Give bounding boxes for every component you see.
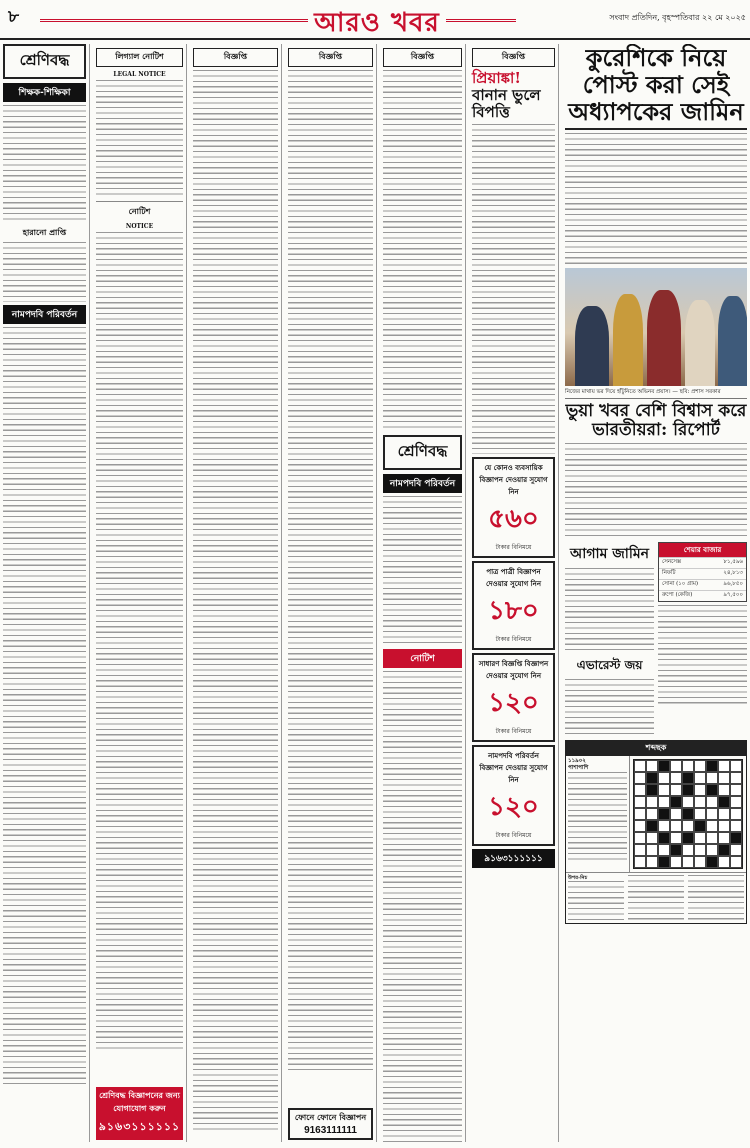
classified-ad-contact[interactable] <box>96 1087 183 1140</box>
market-table-title: শেয়ার বাজার <box>659 543 746 557</box>
crossword-cell[interactable] <box>730 820 742 832</box>
crossword-cell[interactable] <box>694 796 706 808</box>
market-row-value: ৯৬,৮৫০ <box>723 580 743 587</box>
crossword-cell[interactable] <box>706 844 718 856</box>
crossword-cell[interactable] <box>670 808 682 820</box>
market-row <box>659 590 746 601</box>
crossword-cell[interactable] <box>634 844 646 856</box>
crossword-cell[interactable] <box>718 820 730 832</box>
rename-ad-label: নামপদবি পরিবর্তন বিজ্ঞাপন দেওয়ার সুযোগ নিন <box>479 751 548 784</box>
crossword-cell[interactable] <box>694 856 706 868</box>
crossword-cell[interactable] <box>718 808 730 820</box>
classified-title-col5: শ্রেণিবদ্ধ <box>397 442 448 460</box>
crossword-cell[interactable] <box>646 856 658 868</box>
crossword-clues-down <box>566 872 746 923</box>
crossword-cell[interactable] <box>730 844 742 856</box>
notices-text-col3 <box>193 70 278 1130</box>
lead-story <box>565 133 747 265</box>
bail-story <box>565 568 654 654</box>
notice-heading-col5: বিজ্ঞপ্তি <box>383 48 462 67</box>
crossword-cell <box>682 772 694 784</box>
crossword-cell[interactable] <box>634 760 646 772</box>
rule-left <box>40 19 308 22</box>
market-row <box>659 557 746 568</box>
crossword-cell[interactable] <box>658 784 670 796</box>
teachers-heading: শিক্ষক-শিক্ষিকা <box>3 83 86 102</box>
lower-stories <box>565 539 747 737</box>
general-notice-ad[interactable] <box>472 653 555 742</box>
bail-headline: আগাম জামিন <box>570 545 649 562</box>
phone-ad-number: 9163111111 <box>304 1125 357 1136</box>
crossword-cell <box>658 832 670 844</box>
market-row <box>659 568 746 579</box>
crossword-cell[interactable] <box>646 844 658 856</box>
crossword-grid[interactable] <box>633 759 743 869</box>
photo-caption: নিজের মাথায় ভর দিয়ে হাঁটুনিতে অভিনব প্রয়াস। — ছবি: প্রশাস সরকার <box>565 389 747 399</box>
crossword-cell[interactable] <box>730 784 742 796</box>
column-lead <box>562 44 750 1142</box>
market-row-label: নিফটি <box>662 569 676 576</box>
crossword-cell[interactable] <box>694 844 706 856</box>
crossword-cell[interactable] <box>706 772 718 784</box>
notice-heading: নোটিশ <box>128 206 151 216</box>
market-row-value: ২৪,৮১৩ <box>723 569 743 576</box>
crossword-cell <box>706 856 718 868</box>
crossword-cell <box>682 832 694 844</box>
column-notices-2 <box>285 44 377 1142</box>
phone-ad-label: ফোনে ফোনে বিজ্ঞাপন <box>294 1112 367 1122</box>
crossword-cell[interactable] <box>694 808 706 820</box>
crossword-cell[interactable] <box>682 760 694 772</box>
brief-stories <box>658 605 747 705</box>
crossword-cell[interactable] <box>694 832 706 844</box>
business-ad-label: যে কোনও ব্যবসায়িক বিজ্ঞাপন দেওয়ার সুযোগ নিন <box>479 463 548 496</box>
classified-ad-label: শ্রেণিবদ্ধ বিজ্ঞাপনের জন্য যোগাযোগ করুন <box>99 1090 180 1113</box>
classified-box-col5 <box>383 435 462 470</box>
general-notice-ad-price: ১২০ <box>488 688 539 718</box>
rename-ad-price: ১২০ <box>488 792 539 822</box>
lost-found-text <box>3 242 86 302</box>
crossword-cell <box>682 808 694 820</box>
crossword-cell[interactable] <box>694 772 706 784</box>
down-label: উপর-নিচ <box>568 874 588 881</box>
section-title: আরও খবর <box>314 8 440 38</box>
crossword-cell[interactable] <box>634 796 646 808</box>
crossword-cell[interactable] <box>670 772 682 784</box>
crossword-cell[interactable] <box>682 844 694 856</box>
spelling-headline-b: বানান ভুলে বিপত্তি <box>472 86 541 121</box>
crossword-cell[interactable] <box>718 760 730 772</box>
crossword-cell <box>658 808 670 820</box>
market-row-value: ৮১,৫৯৬ <box>723 558 743 565</box>
business-ad[interactable] <box>472 457 555 558</box>
classified-box <box>3 44 86 79</box>
classified-ad-phone: ৯১৬৩১১১১১১ <box>98 1120 181 1133</box>
crossword-cell <box>706 784 718 796</box>
crossword-cell[interactable] <box>706 808 718 820</box>
crossword-cell <box>646 820 658 832</box>
crossword-cell[interactable] <box>646 832 658 844</box>
notice-subheading: NOTICE <box>125 223 154 230</box>
notice-text-col5 <box>383 671 462 1142</box>
spelling-story <box>472 124 555 454</box>
notice-heading-col3: বিজ্ঞপ্তি <box>193 48 278 67</box>
rename-notices <box>3 327 86 1087</box>
crossword-cell <box>706 760 718 772</box>
crossword-clues-across <box>566 756 630 872</box>
crossword-cell[interactable] <box>718 856 730 868</box>
legal-notice-heading: লিগ্যাল নোটিশ <box>96 48 183 67</box>
crossword-cell[interactable] <box>694 784 706 796</box>
crossword-cell <box>658 856 670 868</box>
spelling-headline-a: প্রিয়াঙ্কা! <box>472 69 521 87</box>
crossword <box>565 740 747 924</box>
crossword-cell[interactable] <box>730 760 742 772</box>
crossword-cell[interactable] <box>682 796 694 808</box>
crossword-cell[interactable] <box>634 832 646 844</box>
lead-headline: কুরেশিকে নিয়ে পোস্ট করা সেই অধ্যাপকের জামিন <box>565 44 747 130</box>
crossword-cell[interactable] <box>730 856 742 868</box>
crossword-cell[interactable] <box>670 820 682 832</box>
rename-heading: নামপদবি পরিবর্তন <box>3 305 86 324</box>
crossword-cell[interactable] <box>718 772 730 784</box>
rule-right <box>446 19 516 22</box>
general-notice-ad-label: সাধারণ বিজ্ঞপ্তি বিজ্ঞাপন দেওয়ার সুযোগ নিন <box>478 659 549 680</box>
crossword-cell <box>730 832 742 844</box>
fake-news-headline: ভুয়া খবর বেশি বিশ্বাস করে ভারতীয়রা: রিপোর্ট <box>565 400 747 440</box>
market-table <box>658 542 747 602</box>
across-label: পাশাপাশি <box>568 764 589 771</box>
legal-notice-text <box>96 80 183 198</box>
everest-headline: এভারেস্ট জয় <box>576 657 643 672</box>
ad-phone-strip[interactable]: ৯১৬৩১১১১১১ <box>472 849 555 868</box>
notices-text-col4 <box>288 70 373 1070</box>
market-row-label: রুপো (কেজি) <box>662 591 693 598</box>
crossword-cell[interactable] <box>658 796 670 808</box>
business-ad-price: ৫৬০ <box>488 504 539 534</box>
crossword-number: ১১৯০২ <box>568 757 586 764</box>
notice-heading-col4: বিজ্ঞপ্তি <box>288 48 373 67</box>
teachers-text <box>3 105 86 223</box>
crossword-cell[interactable] <box>670 832 682 844</box>
crossword-title: শব্দছক <box>566 741 746 756</box>
spelling-headline <box>472 70 555 121</box>
crossword-cell[interactable] <box>646 760 658 772</box>
masthead <box>0 0 750 40</box>
crossword-cell <box>658 760 670 772</box>
crossword-cell[interactable] <box>646 808 658 820</box>
crossword-cell[interactable] <box>730 796 742 808</box>
crossword-cell[interactable] <box>634 808 646 820</box>
matrimonial-ad[interactable] <box>472 561 555 650</box>
crossword-cell[interactable] <box>718 832 730 844</box>
crossword-cell[interactable] <box>718 784 730 796</box>
everest-story <box>565 679 654 737</box>
crossword-cell[interactable] <box>682 820 694 832</box>
crossword-cell[interactable] <box>658 820 670 832</box>
lost-found-heading: হারানো প্রাপ্তি <box>22 227 67 237</box>
rename-text-col5 <box>383 496 462 646</box>
crossword-cell[interactable] <box>670 784 682 796</box>
crossword-cell[interactable] <box>670 856 682 868</box>
notices-text-col5 <box>383 70 462 430</box>
matrimonial-ad-label: পাত্র পাত্রী বিজ্ঞাপন দেওয়ার সুযোগ নিন <box>486 567 541 588</box>
crossword-cell[interactable] <box>658 772 670 784</box>
column-5 <box>380 44 466 1142</box>
fake-news-story <box>565 443 747 539</box>
phone-ad-box[interactable] <box>288 1108 373 1140</box>
notice-text <box>96 232 183 1052</box>
crossword-cell <box>682 784 694 796</box>
column-6 <box>469 44 559 1142</box>
crossword-cell[interactable] <box>658 844 670 856</box>
column-classified <box>0 44 90 1142</box>
general-notice-ad-caption: টাকার বিনিময়ে <box>495 728 532 735</box>
crossword-cell[interactable] <box>730 808 742 820</box>
notice-banner-col5: নোটিশ <box>383 649 462 668</box>
crossword-cell <box>670 844 682 856</box>
crossword-cell[interactable] <box>634 772 646 784</box>
crossword-cell[interactable] <box>706 832 718 844</box>
legal-notice-subheading: LEGAL NOTICE <box>113 71 166 78</box>
crossword-cell[interactable] <box>670 760 682 772</box>
market-row-label: সেনসেক্স <box>662 558 682 565</box>
lead-photo <box>565 268 747 386</box>
dateline: সংবাদ প্রতিদিন, বৃহস্পতিবার ২২ মে ২০২৫ <box>609 13 746 22</box>
crossword-grid-wrap <box>630 756 746 872</box>
business-ad-caption: টাকার বিনিময়ে <box>495 544 532 551</box>
crossword-cell[interactable] <box>694 760 706 772</box>
page-number: ৮ <box>8 7 20 27</box>
crossword-cell[interactable] <box>706 796 718 808</box>
crossword-cell[interactable] <box>634 856 646 868</box>
crossword-cell <box>718 844 730 856</box>
market-row-label: সোনা (১০ গ্রাম) <box>662 580 699 587</box>
crossword-cell <box>694 820 706 832</box>
crossword-cell <box>646 772 658 784</box>
column-notices-1 <box>190 44 282 1142</box>
crossword-cell[interactable] <box>706 820 718 832</box>
crossword-cell <box>646 784 658 796</box>
rename-ad[interactable] <box>472 745 555 846</box>
notice-heading-col6: বিজ্ঞপ্তি <box>472 48 555 67</box>
crossword-cell[interactable] <box>646 796 658 808</box>
matrimonial-ad-caption: টাকার বিনিময়ে <box>495 636 532 643</box>
rename-heading-col5: নামপদবি পরিবর্তন <box>383 474 462 493</box>
column-legal <box>93 44 187 1142</box>
crossword-cell[interactable] <box>682 856 694 868</box>
market-row-value: ৯৭,৫০০ <box>723 591 743 598</box>
crossword-cell[interactable] <box>634 820 646 832</box>
matrimonial-ad-price: ১৮০ <box>488 596 539 626</box>
classified-title: শ্রেণিবদ্ধ <box>19 51 70 69</box>
rename-ad-caption: টাকার বিনিময়ে <box>495 832 532 839</box>
crossword-cell[interactable] <box>634 784 646 796</box>
crossword-cell <box>670 796 682 808</box>
market-row <box>659 579 746 590</box>
crossword-cell[interactable] <box>730 772 742 784</box>
crossword-cell <box>718 796 730 808</box>
